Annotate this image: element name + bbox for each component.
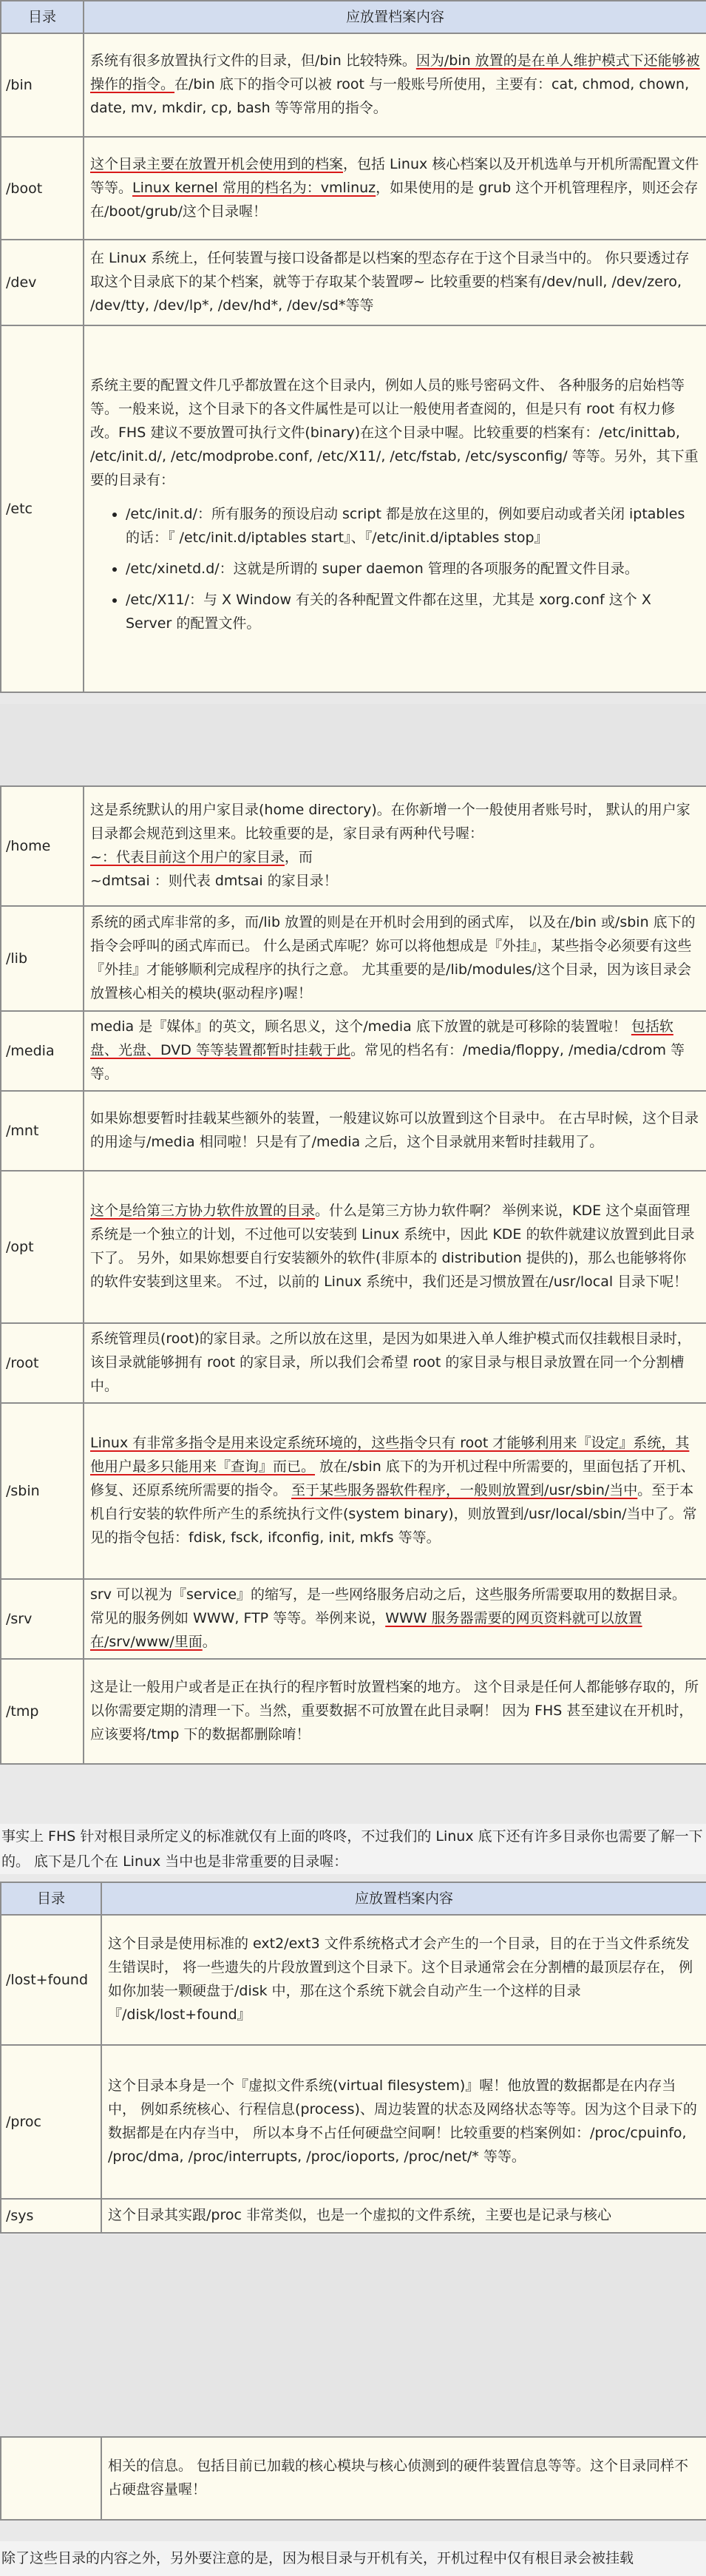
table-row: [1, 1091, 706, 1171]
text-segment: 。: [202, 1634, 217, 1650]
dir-description: 系统管理员(root)的家目录。之所以放在这里，是因为如果进入单人维护模式而仅挂载根目录时， 该目录就能够拥有 root 的家目录，所以我们会希望 root 的家目录与根目录放置在同一个分割槽中。: [84, 1323, 706, 1403]
text-segment: ~dmtsai ：则代表 dmtsai 的家目录！: [90, 873, 338, 889]
dir-name: /root: [1, 1323, 84, 1403]
underlined-text: 这个是给第三方协力软件放置的目录: [90, 1203, 316, 1219]
directory-table-3: [0, 1882, 706, 2234]
text-segment: 这个目录其实跟/proc 非常类似，也是一个虚拟的文件系统，主要也是记录与核心: [108, 2207, 611, 2223]
etc-subdir-list: [90, 502, 700, 635]
directory-table-continuation: [0, 2436, 706, 2521]
dir-description: [84, 786, 706, 906]
dir-name: /lost+found: [1, 1915, 101, 2045]
dir-description: 系统的函式库非常的多，而/lib 放置的则是在开机时会用到的函式库， 以及在/bin 或/sbin 底下的指令会呼叫的函式库而已。 什么是函式库呢？妳可以将他想成是『外挂』，某些指令必须要有这些『外挂』才能够顺利完成程序的执行之意。 尤其重要的是/lib/modules/这个目录，因为该目录会放置核心相关的模块(驱动程序)喔！: [84, 906, 706, 1011]
list-item: • /etc/X11/：与 X Window 有关的各种配置文件都在这里，尤其是 xorg.conf 这个 X Server 的配置文件。: [126, 588, 700, 635]
text-segment: ，而: [284, 849, 313, 865]
dir-name: /sbin: [1, 1403, 84, 1579]
header-dir: 目录: [1, 1882, 101, 1915]
underlined-text: 包括软盘、光盘、DVD 等等装置都暂时挂载于此: [90, 1018, 673, 1058]
text-segment: 放在/sbin 底下的为开机过程中所需要的，里面包括了开机、修复、还原系统所需要的指令。: [90, 1458, 695, 1498]
text-segment: ，包括 Linux 核心档案以及开机选单与开机所需配置文件等等。: [90, 155, 699, 196]
table-row: [1, 1323, 706, 1403]
table-row: [1, 2199, 706, 2233]
dir-description: 这个目录本身是一个『虚拟文件系统(virtual filesystem)』喔！他放置的数据都是在内存当中， 例如系统核心、行程信息(process)、周边装置的状态及网络状态等等。因为这个目录下的数据都是在内存当中， 所以本身不占任何硬盘空间啊！比较重要的档案例如：/proc/cpuinfo, /proc/dma, /proc/interrupts, /proc/ioports, /proc/net/* 等等。: [101, 2045, 706, 2199]
dir-description: [84, 1579, 706, 1659]
dir-description: [101, 2199, 706, 2233]
dir-name: /opt: [1, 1171, 84, 1323]
dir-name: /mnt: [1, 1091, 84, 1171]
dir-description: [84, 1403, 706, 1579]
table-row: [1, 786, 706, 906]
dir-name: /boot: [1, 137, 84, 240]
table-row: [1, 240, 706, 325]
table-header-row: [1, 1, 706, 33]
table-row: [1, 325, 706, 692]
body-paragraph: 除了这些目录的内容之外，另外要注意的是，因为根目录与开机有关，开机过程中仅有根目录会被挂载: [0, 2541, 706, 2576]
dir-name: /dev: [1, 240, 84, 325]
dir-description: 相关的信息。 包括目前已加载的核心模块与核心侦测到的硬件装置信息等等。这个目录同样不占硬盘容量喔！: [101, 2437, 706, 2520]
page-gap: [0, 2235, 706, 2436]
dir-description: [84, 1011, 706, 1091]
text-segment: 在/bin 底下的指令可以被 root 与一般账号所使用，主要有：cat, chmod, chown, date, mv, mkdir, cp, bash 等等常用的指令。: [90, 76, 690, 116]
directory-table-2: [0, 785, 706, 1765]
underlined-text: Linux kernel 常用的档名为：vmlinuz: [132, 179, 376, 196]
table-row: [1, 137, 706, 240]
dir-name: /bin: [1, 33, 84, 137]
dir-description: 这个目录是使用标准的 ext2/ext3 文件系统格式才会产生的一个目录，目的在于当文件系统发生错误时， 将一些遗失的片段放置到这个目录下。这个目录通常会在分割槽的最顶层存在， 例如你加装一颗硬盘于/disk 中，那在这个系统下就会自动产生一个这样的目录『/disk/lost+found』: [101, 1915, 706, 2045]
table-header-row: [1, 1882, 706, 1915]
table-row: [1, 2045, 706, 2199]
dir-name: /tmp: [1, 1659, 84, 1764]
dir-description: [84, 33, 706, 137]
dir-name: /lib: [1, 906, 84, 1011]
text-segment: 。常见的档名有：/media/floppy, /media/cdrom 等等。: [90, 1042, 685, 1082]
table-row: [1, 1579, 706, 1659]
text-segment: 这是系统默认的用户家目录(home directory)。在你新增一个一般使用者账号时， 默认的用户家目录都会规范到这里来。比较重要的是，家目录有两种代号喔：: [90, 802, 690, 842]
text-segment: ，如果使用的是 grub 这个开机管理程序，则还会存在/boot/grub/这个目录喔！: [90, 179, 699, 220]
dir-name: /proc: [1, 2045, 101, 2199]
body-paragraph: 事实上 FHS 针对根目录所定义的标准就仅有上面的咚咚，不过我们的 Linux 底下还有许多目录你也需要了解一下的。 底下是几个在 Linux 当中也是非常重要的目录喔：: [0, 1824, 706, 1874]
dir-description: 如果妳想要暂时挂载某些额外的装置，一般建议妳可以放置到这个目录中。 在古早时候，这个目录的用途与/media 相同啦！只是有了/media 之后，这个目录就用来暂时挂载用了。: [84, 1091, 706, 1171]
dir-name: /srv: [1, 1579, 84, 1659]
page-gap: [0, 704, 706, 785]
dir-name: /media: [1, 1011, 84, 1091]
header-content: 应放置档案内容: [84, 1, 706, 33]
text-segment: 系统主要的配置文件几乎都放置在这个目录内，例如人员的账号密码文件、 各种服务的启始档等等。一般来说，这个目录下的各文件属性是可以让一般使用者查阅的，但是只有 root 有权力修改。FHS 建议不要放置可执行文件(binary)在这个目录中喔。比较重要的档案有：/etc/inittab, /etc/init.d/, /etc/modprobe.conf, /etc/X11/, /etc/fstab, /etc/sysconfig/ 等等。另外，其下重要的目录有：: [90, 377, 699, 488]
table-row: [1, 1171, 706, 1323]
dir-name: /sys: [1, 2199, 101, 2233]
table-row: [1, 2437, 706, 2520]
table-row: [1, 1403, 706, 1579]
dir-description: [84, 137, 706, 240]
dir-name: /etc: [1, 325, 84, 692]
underlined-text: Linux 有非常多指令是用来设定系统环境的，这些指令只有 root 才能够利用来『设定』系统，其他用户最多只能用来『查询』而已。: [90, 1435, 690, 1475]
table-row: [1, 33, 706, 137]
text-segment: 。至于本机自行安装的软件所产生的系统执行文件(system binary)，则放置到/usr/local/sbin/当中了。常见的指令包括：fdisk, fsck, ifconfig, init, mkfs 等等。: [90, 1482, 697, 1546]
table-row: [1, 1915, 706, 2045]
table-row: [1, 1659, 706, 1764]
header-dir: 目录: [1, 1, 84, 33]
list-item: • /etc/init.d/：所有服务的预设启动 script 都是放在这里的，例如要启动或者关闭 iptables 的话：『 /etc/init.d/iptables start』、『/etc/init.d/iptables stop』: [126, 502, 700, 550]
table-row: [1, 1011, 706, 1091]
dir-description: [84, 1171, 706, 1323]
text-segment: media 是『媒体』的英文，顾名思义，这个/media 底下放置的就是可移除的装置啦！: [90, 1018, 631, 1035]
underlined-text: WWW 服务器需要的网页资料就可以放置在/srv/www/里面: [90, 1610, 642, 1650]
dir-description: 这是让一般用户或者是正在执行的程序暂时放置档案的地方。 这个目录是任何人都能够存取的，所以你需要定期的清理一下。当然，重要数据不可放置在此目录啊！ 因为 FHS 甚至建议在开机时，应该要将/tmp 下的数据都删除唷！: [84, 1659, 706, 1764]
underlined-text: 因为/bin 放置的是在单人维护模式下还能够被操作的指令。: [90, 53, 700, 92]
underlined-text: 这个目录主要在放置开机会使用到的档案: [90, 155, 344, 172]
table-row: [1, 906, 706, 1011]
dir-name: [1, 2437, 101, 2520]
underlined-text: ~：代表目前这个用户的家目录: [90, 849, 285, 865]
list-item: • /etc/xinetd.d/：这就是所谓的 super daemon 管理的各项服务的配置文件目录。: [126, 557, 700, 581]
dir-name: /home: [1, 786, 84, 906]
dir-description: 在 Linux 系统上，任何装置与接口设备都是以档案的型态存在于这个目录当中的。 你只要透过存取这个目录底下的某个档案，就等于存取某个装置啰~ 比较重要的档案有/dev/null, /dev/zero, /dev/tty, /dev/lp*, /dev/hd*, /dev/sd*等等: [84, 240, 706, 325]
text-segment: srv 可以视为『service』的缩写，是一些网络服务启动之后，这些服务所需要取用的数据目录。 常见的服务例如 WWW, FTP 等等。举例来说，: [90, 1586, 687, 1626]
text-segment: 系统有很多放置执行文件的目录，但/bin 比较特殊。: [90, 53, 416, 69]
dir-description: [84, 325, 706, 692]
text-segment: 。什么是第三方协力软件啊？ 举例来说，KDE 这个桌面管理系统是一个独立的计划，不过他可以安装到 Linux 系统中，因此 KDE 的软件就建议放置到此目录下了。 另外，如果妳想要自行安装额外的软件(非原本的 distribution 提供的)，那么也能够将你的软件安装到这里来。 不过，以前的 Linux 系统中，我们还是习惯放置在/usr/local 目录下呢！: [90, 1203, 695, 1290]
directory-table-1: [0, 0, 706, 693]
header-content: 应放置档案内容: [101, 1882, 706, 1915]
underlined-text: 至于某些服务器软件程序，一般则放置到/usr/sbin/当中: [291, 1482, 638, 1498]
